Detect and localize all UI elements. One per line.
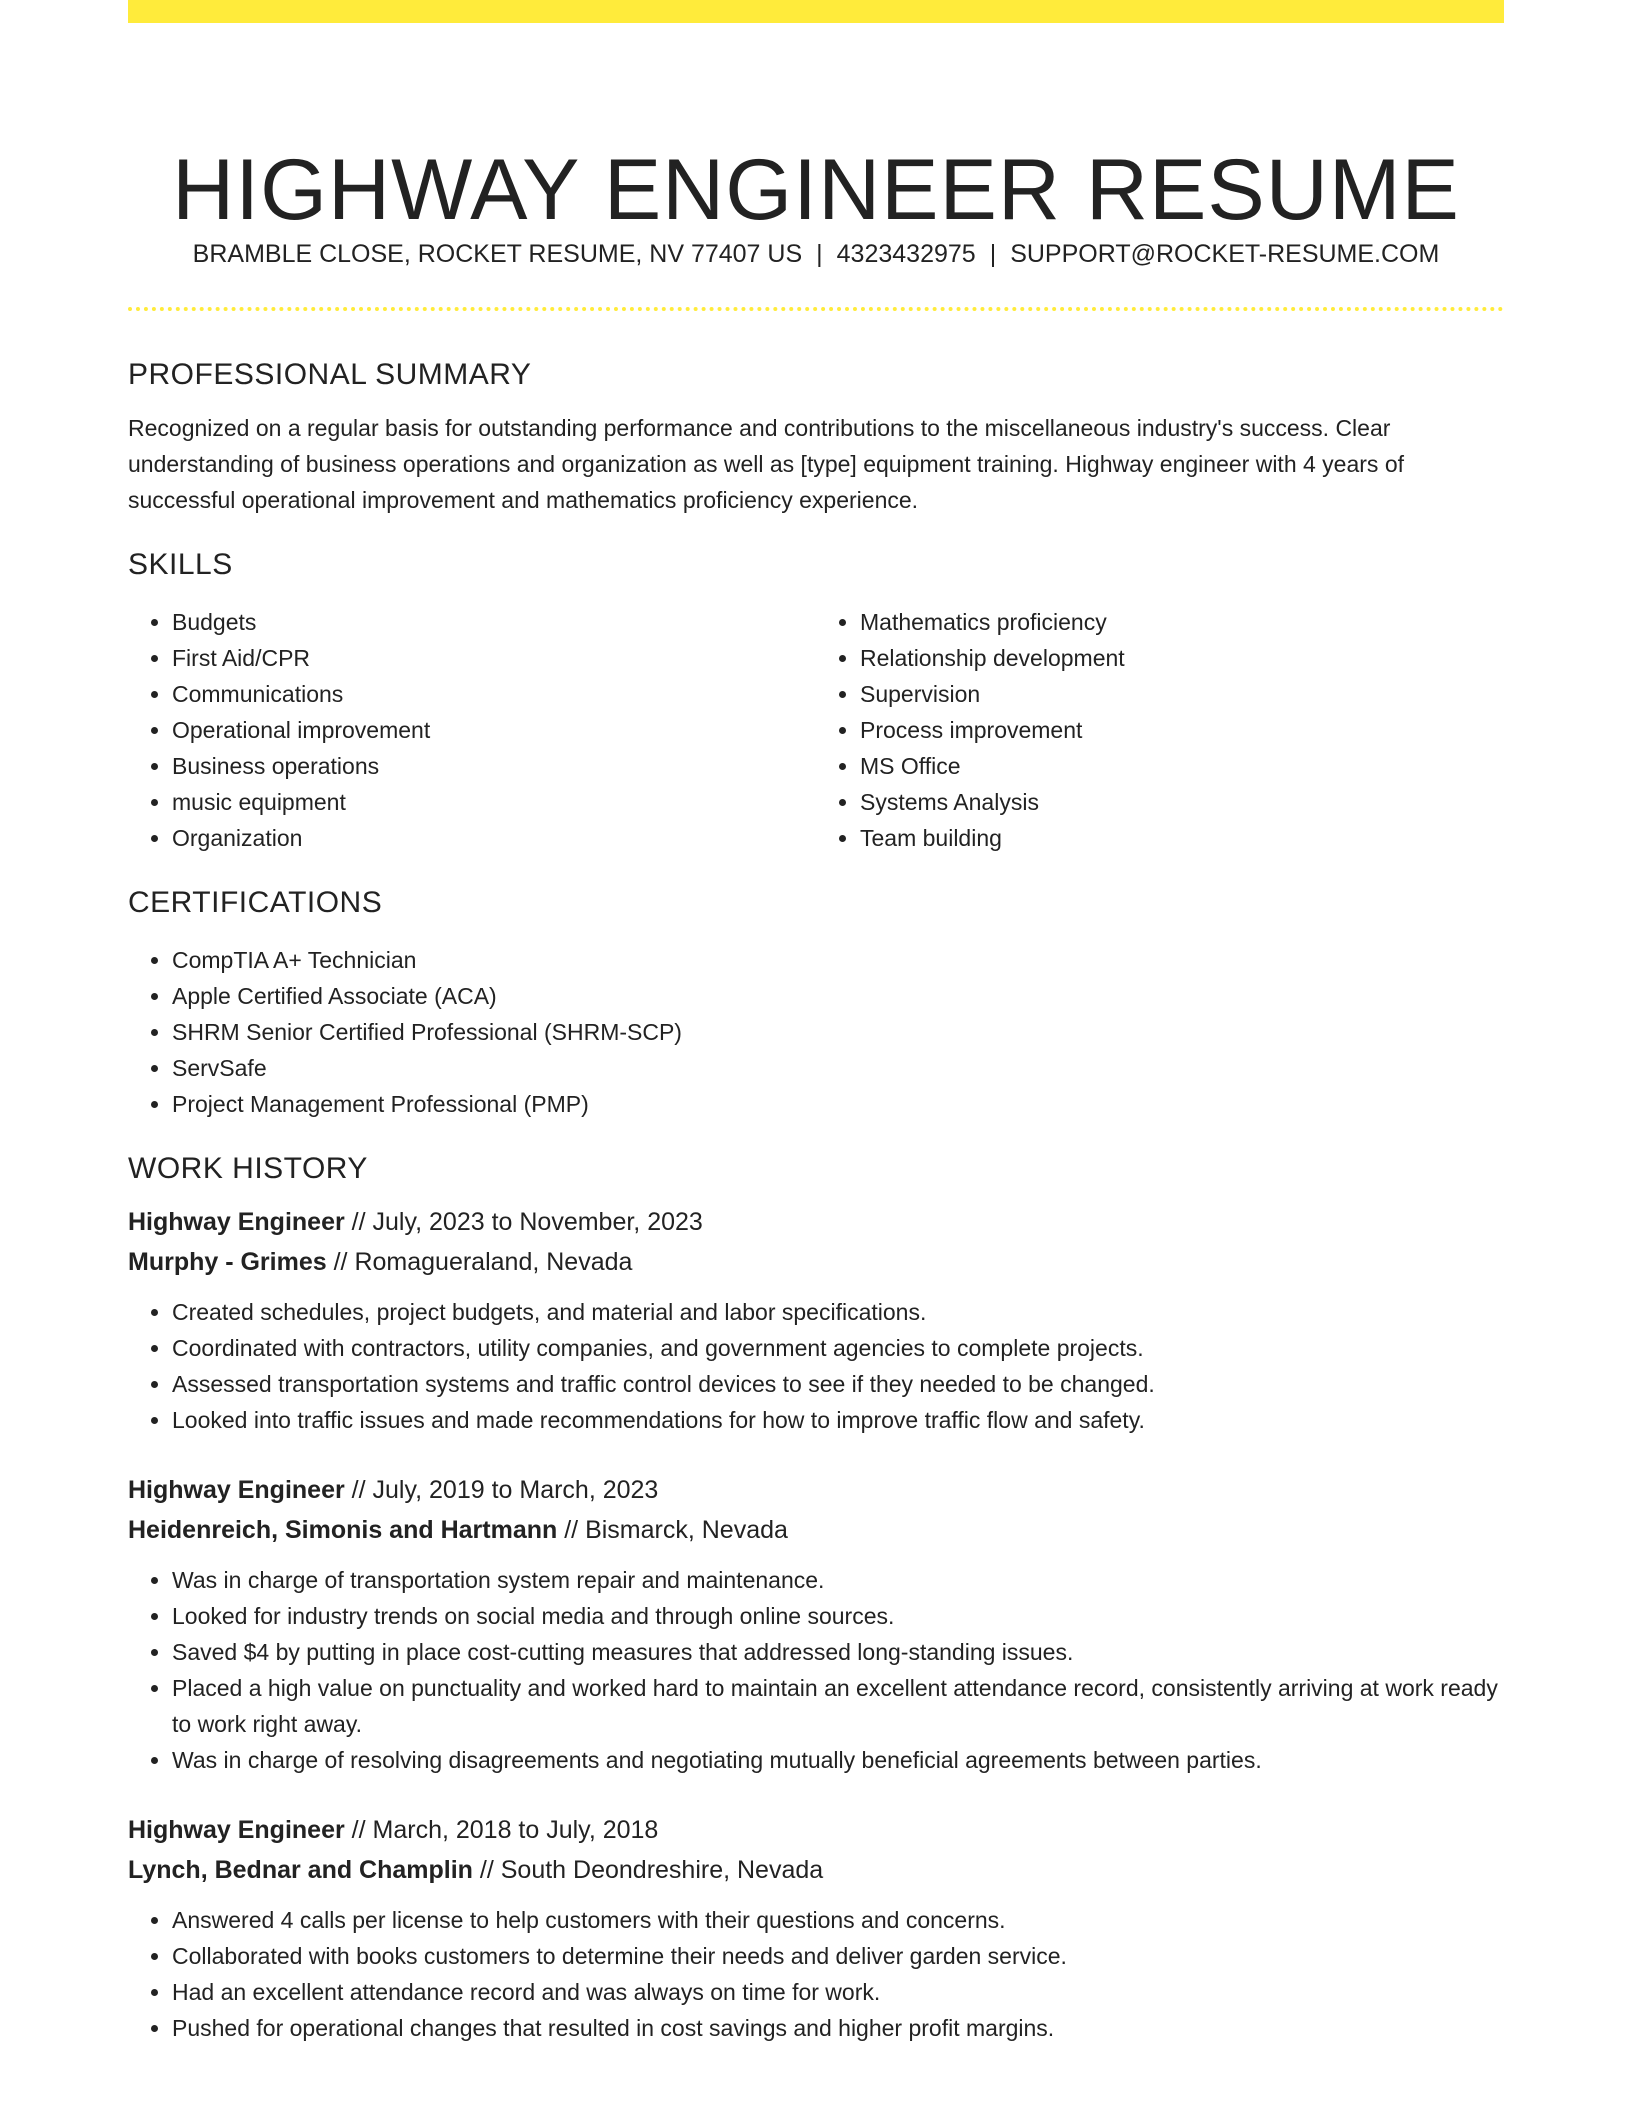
job-separator: // — [344, 1816, 373, 1844]
job-bullet: • Was in charge of resolving disagreements and negotiating mutually beneficial agreements between parties. — [172, 1742, 1504, 1778]
job-bullet: • Looked for industry trends on social media and through online sources. — [172, 1598, 1504, 1634]
job-title-line — [128, 1810, 1504, 1850]
job-location: Bismarck, Nevada — [585, 1516, 788, 1544]
certification-item: • ServSafe — [172, 1050, 1504, 1086]
job-bullet: • Was in charge of transportation system repair and maintenance. — [172, 1562, 1504, 1598]
job-bullet: • Assessed transportation systems and traffic control devices to see if they needed to be changed. — [172, 1366, 1504, 1402]
job-bullets — [128, 1294, 1504, 1438]
skill-item: • music equipment — [172, 784, 816, 820]
job-entry — [128, 1810, 1504, 2046]
job-separator: // — [326, 1248, 355, 1276]
job-company: Heidenreich, Simonis and Hartmann — [128, 1516, 558, 1544]
skill-item: • Budgets — [172, 604, 816, 640]
job-separator: // — [344, 1476, 373, 1504]
top-accent-bar — [128, 0, 1504, 23]
skill-item: • Operational improvement — [172, 712, 816, 748]
skill-item: • Communications — [172, 676, 816, 712]
job-company: Murphy - Grimes — [128, 1248, 327, 1276]
resume-title: HIGHWAY ENGINEER RESUME — [172, 141, 1460, 238]
job-separator: // — [472, 1856, 501, 1884]
job-separator: // — [344, 1208, 373, 1236]
summary-section — [128, 354, 1504, 518]
contact-separator: | — [989, 240, 997, 268]
job-company: Lynch, Bednar and Champlin — [128, 1856, 473, 1884]
job-dates: July, 2019 to March, 2023 — [372, 1476, 659, 1504]
skills-list-left — [128, 604, 816, 856]
skill-item: • Systems Analysis — [860, 784, 1504, 820]
contact-phone: 4323432975 — [836, 240, 976, 268]
summary-heading: PROFESSIONAL SUMMARY — [128, 358, 532, 391]
skill-item: • Organization — [172, 820, 816, 856]
skill-item: • MS Office — [860, 748, 1504, 784]
contact-line — [128, 236, 1504, 272]
job-title-line — [128, 1470, 1504, 1510]
job-dates: July, 2023 to November, 2023 — [372, 1208, 703, 1236]
skill-item: • Relationship development — [860, 640, 1504, 676]
skill-item: • First Aid/CPR — [172, 640, 816, 676]
job-entry — [128, 1202, 1504, 1438]
skill-item: • Business operations — [172, 748, 816, 784]
job-bullet: • Answered 4 calls per license to help customers with their questions and concerns. — [172, 1902, 1504, 1938]
skills-heading: SKILLS — [128, 548, 233, 581]
dotted-divider — [128, 307, 1504, 311]
certification-item: • CompTIA A+ Technician — [172, 942, 1504, 978]
job-dates: March, 2018 to July, 2018 — [372, 1816, 659, 1844]
certifications-section — [128, 882, 1504, 1122]
certifications-list — [128, 942, 1504, 1122]
resume-content — [128, 354, 1504, 2046]
certification-item: • Apple Certified Associate (ACA) — [172, 978, 1504, 1014]
job-entry — [128, 1470, 1504, 1778]
job-title: Highway Engineer — [128, 1208, 345, 1236]
contact-address: BRAMBLE CLOSE, ROCKET RESUME, NV 77407 US — [192, 240, 803, 268]
skills-columns — [128, 604, 1504, 856]
job-bullet: • Looked into traffic issues and made recommendations for how to improve traffic flow and safety. — [172, 1402, 1504, 1438]
skills-list-right — [816, 604, 1504, 856]
job-bullet: • Had an excellent attendance record and was always on time for work. — [172, 1974, 1504, 2010]
job-location: Romagueraland, Nevada — [354, 1248, 633, 1276]
job-title: Highway Engineer — [128, 1476, 345, 1504]
work-history-heading: WORK HISTORY — [128, 1152, 368, 1185]
job-bullets — [128, 1562, 1504, 1778]
job-bullet: • Created schedules, project budgets, and material and labor specifications. — [172, 1294, 1504, 1330]
work-history-section — [128, 1148, 1504, 2046]
job-bullet: • Coordinated with contractors, utility companies, and government agencies to complete projects. — [172, 1330, 1504, 1366]
certification-item: • SHRM Senior Certified Professional (SHRM-SCP) — [172, 1014, 1504, 1050]
skill-item: • Supervision — [860, 676, 1504, 712]
skill-item: • Mathematics proficiency — [860, 604, 1504, 640]
job-bullet: • Pushed for operational changes that resulted in cost savings and higher profit margins. — [172, 2010, 1504, 2046]
certifications-heading: CERTIFICATIONS — [128, 886, 383, 919]
skills-section — [128, 544, 1504, 856]
contact-separator: | — [816, 240, 823, 268]
summary-text: Recognized on a regular basis for outstanding performance and contributions to the miscellaneous industry's success. Clear understanding of business operations and organization as well as [type] equipment training. Highway engineer with 4 years of successful operational improvement and mathematics proficiency experience. — [128, 415, 1404, 513]
job-company-line — [128, 1510, 1504, 1550]
job-bullet: • Placed a high value on punctuality and worked hard to maintain an excellent attendance record, consistently arriving at work ready to work right away. — [172, 1670, 1504, 1742]
contact-email: SUPPORT@ROCKET-RESUME.COM — [1010, 240, 1440, 268]
certification-item: • Project Management Professional (PMP) — [172, 1086, 1504, 1122]
job-company-line — [128, 1242, 1504, 1282]
job-separator: // — [557, 1516, 586, 1544]
skill-item: • Process improvement — [860, 712, 1504, 748]
job-title-line — [128, 1202, 1504, 1242]
job-bullet: • Saved $4 by putting in place cost-cutting measures that addressed long-standing issues. — [172, 1634, 1504, 1670]
job-location: South Deondreshire, Nevada — [500, 1856, 824, 1884]
job-title: Highway Engineer — [128, 1816, 345, 1844]
job-bullets — [128, 1902, 1504, 2046]
job-company-line — [128, 1850, 1504, 1890]
skill-item: • Team building — [860, 820, 1504, 856]
job-bullet: • Collaborated with books customers to determine their needs and deliver garden service. — [172, 1938, 1504, 1974]
